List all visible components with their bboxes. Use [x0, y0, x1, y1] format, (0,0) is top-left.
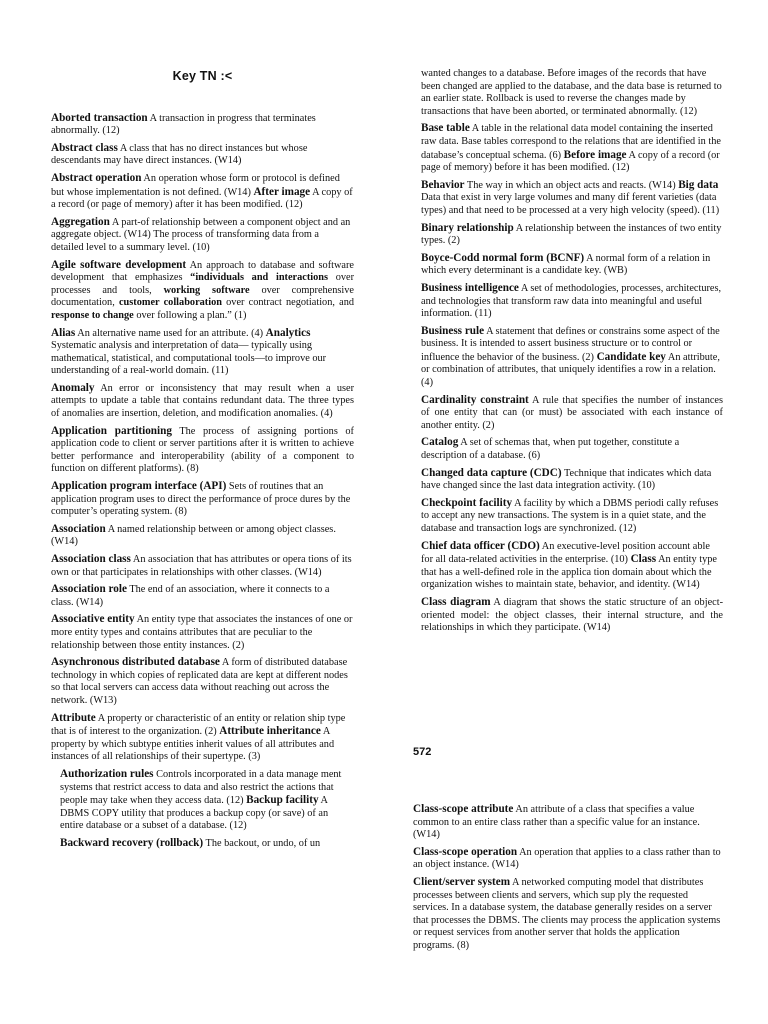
glossary-entry: Checkpoint facility A facility by which a DBMS periodi cally refuses to accept any new transactions. The system is in a quiet state, and the database and transaction logs are synchronized. (12) — [421, 496, 719, 534]
glossary-entry: Behavior The way in which an object acts and reacts. (W14) Big data Data that exist in very large volumes and many dif ferent varieties (data types) and that need to be processed at a very high velocity (speed). (11) — [421, 178, 720, 216]
glossary-entry: Catalog A set of schemas that, when put together, constitute a description of a database. (6) — [421, 436, 680, 462]
glossary-entry: Associative entity An entity type that associates the instances of one or more entity types and contains attributes that are peculiar to the relationship between those entity instances. (2) — [51, 613, 353, 651]
glossary-entry: Asynchronous distributed database A form of distributed database technology in which copies of replicated data are kept at different nodes so that local servers can access data without reaching out across the network. (W13) — [51, 656, 348, 706]
glossary-entry: Changed data capture (CDC) Technique that indicates which data have changed since the last data integration activity. (10) — [421, 466, 712, 492]
glossary-entry: Cardinality constraint A rule that specifies the number of instances of one entity that can (or must) be associated with each instance of another entity. (2) — [421, 393, 723, 431]
glossary-entry: Association class An association that has attributes or opera tions of its own or that participates in relationships with other classes. (W14) — [51, 553, 352, 578]
glossary-entry: Binary relationship A relationship between the instances of two entity types. (2) — [421, 221, 722, 247]
glossary-entry: Attribute A property or characteristic of an entity or relation ship type that is of interest to the organization. (2) Attribute inheritance A property by which subtype entities inherit values of all attributes and instances of all relationships of their supertype. (3) — [51, 711, 346, 763]
page-number: 572 — [413, 746, 432, 758]
left-column — [51, 70, 354, 854]
glossary-entry: Business rule A statement that defines or constrains some aspect of the business. It is intended to assert business structure or to control or influence the behavior of the business. (2) Candidate key An attribute, or combination of attributes, that uniquely identifies a row in a relation. (4) — [421, 324, 720, 389]
glossary-entry: Authorization rules Controls incorporated in a data manage ment systems that restrict access to data and also restrict the actions that people may take when they access data. (12) Backup facility A DBMS COPY utility that produces a backup copy (or save) of an entire database or a subset of a database. (12) — [60, 767, 342, 832]
glossary-entry: Aggregation A part-of relationship between a component object and an aggregate object. (W14) The process of transforming data from a detailed level to a summary level. (10) — [51, 215, 351, 253]
glossary-entry: Client/server system A networked computing model that distributes processes between clients and servers, which sup ply the requested services. In a database system, the database generally resides on a server that processes the DBMS. The clients may process the application systems or request services from another server that holds the application programs. (8) — [413, 875, 721, 951]
glossary-entry: Application partitioning The process of assigning portions of application code to client or server partitions after it is written to achieve better performance and interoperability (ability of a component to function on different platforms). (8) — [51, 424, 354, 475]
glossary-entry: Agile software development An approach to database and software development that emphasizes “individuals and interactions over processes and tools, working software over comprehensive documentation, customer collaboration over contract negotiation, and response to change over following a plan.” (1) — [51, 258, 355, 321]
glossary-entry: Backward recovery (rollback) The backout, or undo, of un — [60, 836, 321, 849]
glossary-entry: Application program interface (API) Sets of routines that an application program uses to direct the performance of proce dures by the computer’s operating system. (8) — [51, 480, 351, 518]
glossary-entry: Alias An alternative name used for an attribute. (4) Analytics Systematic analysis and interpretation of data— typically using mathematical, statistical, and computational tools—to improve our understanding of a real-world domain. (11) — [51, 326, 327, 377]
right-column-lower — [413, 803, 723, 957]
page-title: Key TN :< — [172, 69, 233, 83]
glossary-entry: Chief data officer (CDO) An executive-level position account able for all data-related activities in the enterprise. (10) Class An entity type that has a well-defined role in the applica tion domain about which the organization wishes to maintain state, behavior, and identity. (W14) — [421, 539, 717, 591]
glossary-entry: Base table A table in the relational data model containing the inserted raw data. Base tables correspond to the relations that are identified in the database’s conceptual schema. (6) Before image A copy of a record (or page of memory) before it has been modified. (12) — [421, 122, 721, 174]
right-column — [421, 68, 723, 639]
glossary-entry: Abstract operation An operation whose form or protocol is defined but whose implementation is not defined. (W14) After image A copy of a record (or page of memory) after it has been modified. (12) — [51, 171, 353, 211]
glossary-entry: Boyce-Codd normal form (BCNF) A normal form of a relation in which every determinant is a candidate key. (WB) — [421, 251, 711, 277]
glossary-entry: Anomaly An error or inconsistency that may result when a user attempts to update a table that contains redundant data. The three types of anomalies are insertion, deletion, and modification anomalies. (4) — [51, 381, 354, 420]
glossary-entry: Class-scope operation An operation that applies to a class rather than to an object instance. (W14) — [413, 845, 721, 871]
glossary-entry: Business intelligence A set of methodologies, processes, architectures, and technologies that transform raw data into meaningful and useful information. (11) — [421, 281, 722, 320]
glossary-entry: Class diagram A diagram that shows the static structure of an object-oriented model: the object classes, their internal structure, and the relationships in which they participate. (W14) — [421, 595, 723, 634]
glossary-entry: Association role The end of an association, where it connects to a class. (W14) — [51, 583, 330, 608]
glossary-entry: Association A named relationship between or among object classes. (W14) — [51, 522, 336, 548]
glossary-entry: wanted changes to a database. Before images of the records that have been changed are applied to the database, and the data base is returned to an earlier state. Rollback is used to reverse the changes made by transactions that have been aborted, or terminated abnormally. (12) — [421, 68, 722, 117]
glossary-entry: Aborted transaction A transaction in progress that terminates abnormally. (12) — [51, 111, 316, 137]
glossary-entry: Class-scope attribute An attribute of a class that specifies a value common to an entire class rather than a specific value for an instance. (W14) — [413, 803, 700, 841]
glossary-entry: Abstract class A class that has no direct instances but whose descendants may have direct instances. (W14) — [51, 141, 308, 167]
